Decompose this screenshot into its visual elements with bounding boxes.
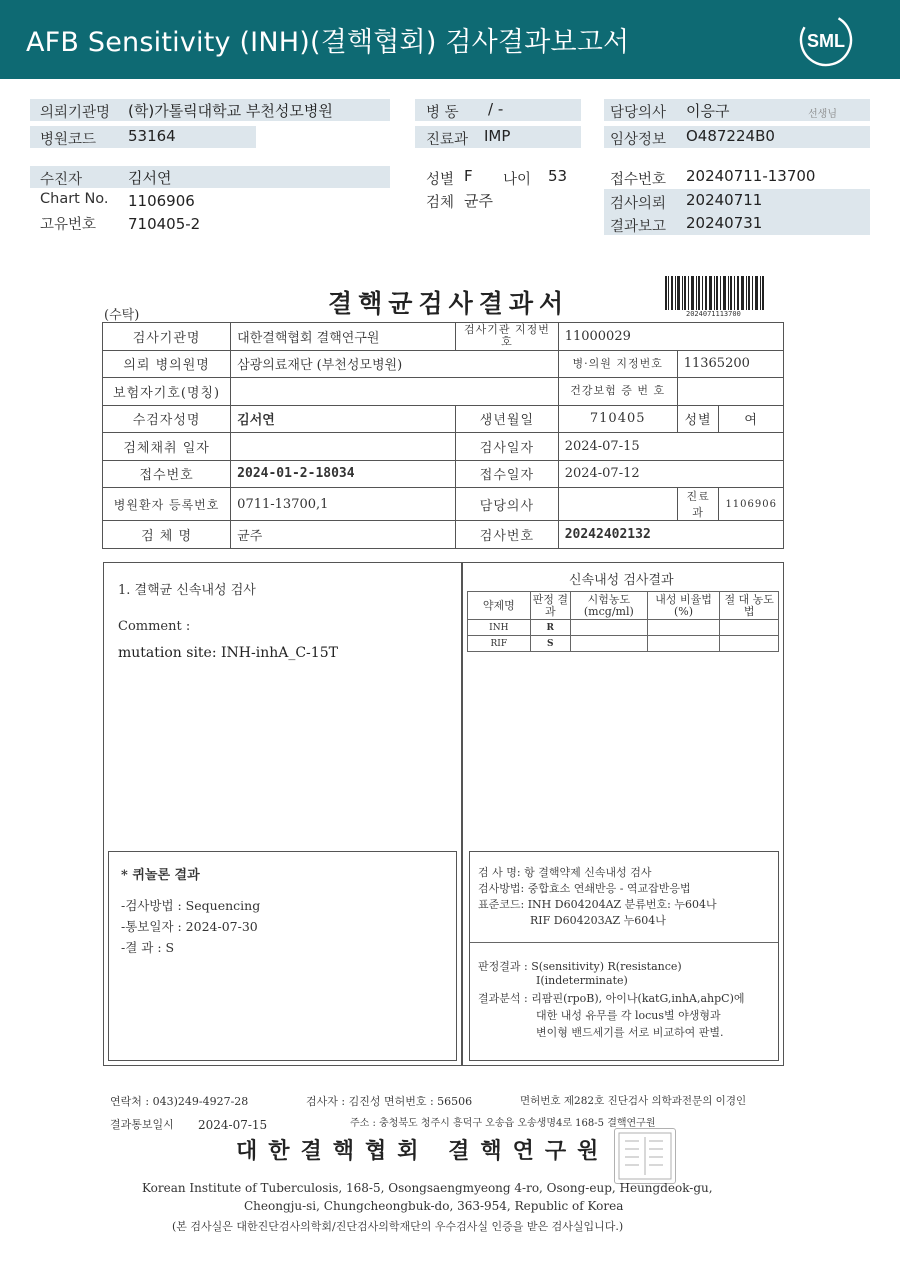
- report-title: 결핵균검사결과서: [328, 289, 570, 318]
- footer-contact: 연락처 : 043)249-4927-28: [110, 1095, 249, 1108]
- test-date-label: 검사일자: [456, 433, 559, 461]
- sensitivity-table: [467, 591, 779, 652]
- quinolone-date: -통보일자 : 2024-07-30: [121, 919, 258, 934]
- patient-label: 수진자: [40, 172, 83, 188]
- patient-row: [30, 166, 390, 188]
- sex-label-doc: 성별: [677, 405, 719, 433]
- uid-value: 710405-2: [128, 215, 201, 233]
- chart-value: 1106906: [128, 192, 195, 210]
- collect-label: 검체채취 일자: [103, 433, 231, 461]
- method-analysis-2: 대한 내성 유무를 각 locus별 야생형과: [536, 1009, 721, 1022]
- institution-value: (학)가톨릭대학교 부천성모병원: [128, 102, 333, 120]
- ref-hosp-value: 삼광의료재단 (부천성모병원): [231, 350, 559, 378]
- test-no-value: 20242402132: [558, 521, 783, 549]
- lab-value: 대한결핵협회 결핵연구원: [231, 323, 456, 351]
- sensitivity-panel: [462, 562, 784, 1066]
- specimen-value-doc: 균주: [231, 521, 456, 549]
- insured-value: [231, 378, 559, 406]
- name-value: 김서연: [231, 405, 456, 433]
- sens-cell: [647, 636, 720, 652]
- method-box: [469, 851, 779, 1061]
- sens-row-drug: INH: [468, 620, 531, 636]
- footer-certification: (본 검사실은 대한진단검사의학회/진단검사의학재단의 우수검사실 인증을 받은 검사실입니다.): [172, 1220, 624, 1233]
- receipt-value-doc: 2024-01-2-18034: [231, 460, 456, 488]
- method-analysis: 결과분석 : 리팜핀(rpoB), 아이나(katG,inhA,ahpC)에: [478, 992, 745, 1005]
- receipt-value: 20240711-13700: [686, 167, 816, 185]
- sens-cell: [720, 620, 779, 636]
- sex-label: 성별: [426, 172, 455, 188]
- lab-no-label: 검사기관 지정번호: [456, 323, 559, 351]
- report-value: 20240731: [686, 214, 763, 232]
- sens-row-drug: RIF: [468, 636, 531, 652]
- dept-label-doc: 진료과: [677, 488, 719, 521]
- footer-org-name: 대한결핵협회 결핵연구원: [236, 1138, 610, 1164]
- specimen-label: 검체: [426, 195, 455, 211]
- test-no-label: 검사번호: [456, 521, 559, 549]
- method-analysis-3: 변이형 밴드세기를 서로 비교하여 판별.: [536, 1026, 724, 1039]
- method-method: 검사방법: 중합효소 연쇄반응 - 역교잡반응법: [478, 882, 691, 895]
- rapid-test-title: 1. 결핵균 신속내성 검사: [118, 583, 256, 598]
- dob-value: 710405: [558, 405, 677, 433]
- specimen-label-doc: 검 체 명: [103, 521, 231, 549]
- lab-no-value: 11000029: [558, 323, 783, 351]
- header-bar: [0, 0, 900, 79]
- report-info-table: [102, 322, 784, 549]
- barcode-icon: [665, 276, 765, 310]
- doctor-value-doc: [558, 488, 677, 521]
- age-value: 53: [548, 167, 568, 185]
- ref-no-label: 병·의원 지정번호: [558, 350, 677, 378]
- age-label: 나이: [503, 172, 532, 188]
- dept-value: IMP: [484, 127, 511, 145]
- ref-hosp-label: 의뢰 병의원명: [103, 350, 231, 378]
- official-seal-icon: [614, 1128, 676, 1184]
- ward-value: / -: [488, 100, 504, 118]
- doctor-value: 이응구: [686, 102, 730, 120]
- chart-label: Chart No.: [40, 191, 109, 207]
- sens-row-result: S: [530, 636, 570, 652]
- sens-cell: [720, 636, 779, 652]
- rapid-test-panel: [103, 562, 462, 1066]
- page-title: AFB Sensitivity (INH)(결핵협회) 검사결과보고서: [26, 27, 630, 58]
- ref-no-value: 11365200: [677, 350, 783, 378]
- sens-header-drug: 약제명: [468, 592, 531, 620]
- method-test-name: 검 사 명: 항 결핵약제 신속내성 검사: [478, 866, 652, 879]
- method-judgement-2: I(indeterminate): [536, 974, 628, 987]
- footer-english-1: Korean Institute of Tuberculosis, 168-5, Osongsaengmyeong 4-ro, Osong-eup, Heungdeok-gu,: [142, 1181, 713, 1195]
- hospital-code-value: 53164: [128, 127, 176, 145]
- report-label: 결과보고: [610, 219, 667, 235]
- clinical-value: O487224B0: [686, 127, 775, 145]
- specimen-value: 균주: [464, 192, 493, 210]
- sens-header-abs: 절 대 농도법: [720, 592, 779, 620]
- receipt-date-value: 2024-07-12: [558, 460, 783, 488]
- request-value: 20240711: [686, 191, 763, 209]
- clinical-label: 임상정보: [610, 132, 667, 148]
- method-code-inh: 표준코드: INH D604204AZ 분류번호: 누604나: [478, 898, 717, 911]
- quinolone-title: * 퀴놀론 결과: [121, 868, 200, 883]
- dept-label: 진료과: [426, 132, 469, 148]
- comment-label: Comment :: [118, 619, 191, 634]
- sens-cell: [647, 620, 720, 636]
- ward-label: 병 동: [426, 105, 459, 121]
- sex-value: F: [464, 167, 473, 185]
- doctor-label-doc: 담당의사: [456, 488, 559, 521]
- collect-value: [231, 433, 456, 461]
- quinolone-box: [108, 851, 457, 1061]
- sens-row-result: R: [530, 620, 570, 636]
- sex-value-doc: 여: [719, 405, 784, 433]
- footer-english-2: Cheongju-si, Chungcheongbuk-do, 363-954, Republic of Korea: [244, 1199, 624, 1213]
- sensitivity-title: 신속내성 검사결과: [569, 573, 674, 588]
- insured-label: 보험자기호(명칭): [103, 378, 231, 406]
- footer-tester: 검사자 : 김진성 면허번호 : 56506: [306, 1095, 473, 1108]
- name-label: 수검자성명: [103, 405, 231, 433]
- footer-notice-label: 결과통보일시: [110, 1118, 174, 1131]
- dept-value-doc: 1106906: [719, 488, 784, 521]
- sml-logo-icon: [798, 12, 854, 68]
- method-code-rif: RIF D604203AZ 누604나: [530, 914, 666, 927]
- institution-label: 의뢰기관명: [40, 105, 111, 121]
- receipt-label: 접수번호: [610, 172, 667, 188]
- patient-value: 김서연: [128, 169, 172, 187]
- footer-notice-date: 2024-07-15: [198, 1118, 268, 1132]
- sens-cell: [570, 620, 647, 636]
- sens-header-conc: 시험농도 (mcg/ml): [570, 592, 647, 620]
- reg-value: 0711-13700,1: [231, 488, 456, 521]
- doctor-suffix: 선생님: [808, 109, 837, 120]
- consignment-prefix: (수탁): [104, 308, 140, 323]
- barcode-number: 2024071113700: [686, 310, 741, 318]
- method-divider: [470, 942, 778, 943]
- reg-label: 병원환자 등록번호: [103, 488, 231, 521]
- dob-label: 생년월일: [456, 405, 559, 433]
- test-date-value: 2024-07-15: [558, 433, 783, 461]
- health-value: [677, 378, 783, 406]
- uid-label: 고유번호: [40, 217, 97, 233]
- method-judgement: 판정결과 : S(sensitivity) R(resistance): [478, 960, 682, 973]
- health-label: 건강보험 증 번 호: [558, 378, 677, 406]
- lab-label: 검사기관명: [103, 323, 231, 351]
- doctor-label: 담당의사: [610, 105, 667, 121]
- quinolone-method: -검사방법 : Sequencing: [121, 898, 261, 913]
- receipt-label-doc: 접수번호: [103, 460, 231, 488]
- sens-header-result: 판정 결과: [530, 592, 570, 620]
- hospital-code-label: 병원코드: [40, 132, 97, 148]
- receipt-date-label: 접수일자: [456, 460, 559, 488]
- quinolone-result: -결 과 : S: [121, 940, 175, 955]
- sens-header-ratio: 내성 비율법(%): [647, 592, 720, 620]
- sens-cell: [570, 636, 647, 652]
- footer-address: 주소 : 충청북도 청주시 흥덕구 오송읍 오송생명4로 168-5 결핵연구원: [350, 1118, 656, 1129]
- footer-license: 면허번호 제282호 진단검사 의학과전문의 이경인: [520, 1095, 747, 1107]
- svg-text:SML: SML: [807, 31, 845, 51]
- mutation-site: mutation site: INH-inhA_C-15T: [118, 645, 338, 661]
- request-label: 검사의뢰: [610, 196, 667, 212]
